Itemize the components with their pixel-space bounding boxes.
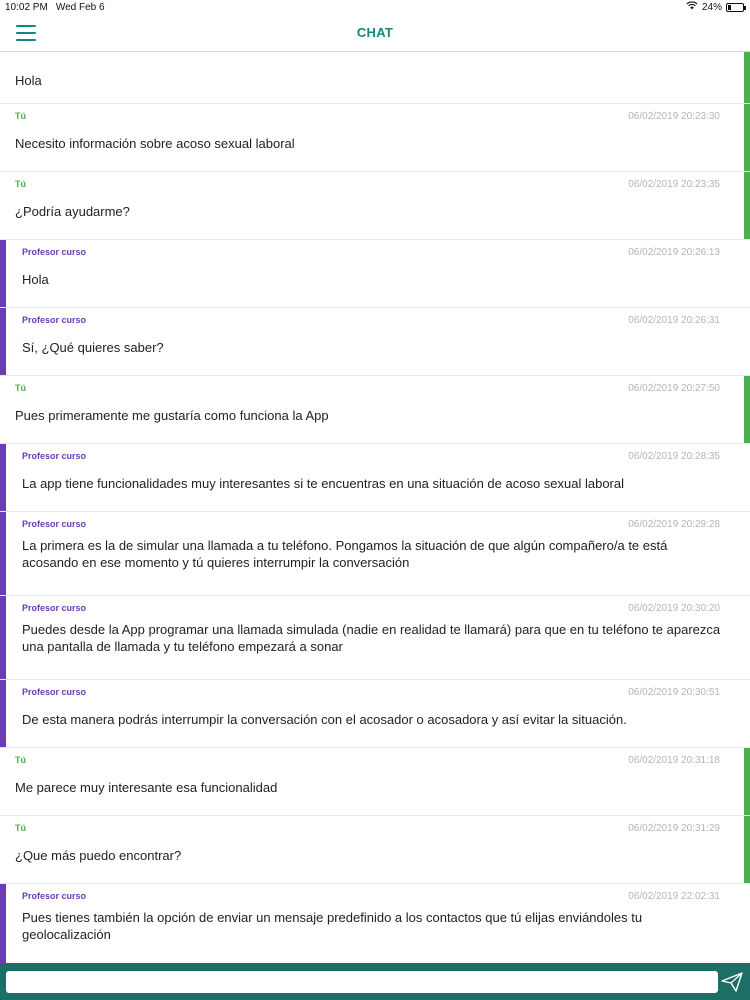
hamburger-menu-icon[interactable] — [16, 25, 36, 41]
chat-message — [0, 376, 750, 444]
chat-message — [0, 172, 750, 240]
chat-message — [0, 240, 750, 308]
message-sender: Profesor curso — [22, 603, 87, 613]
status-time: 10:02 PM — [5, 1, 48, 13]
message-timestamp: 06/02/2019 22:02:31 — [628, 890, 720, 902]
chat-message — [0, 308, 750, 376]
message-header — [0, 816, 750, 838]
message-text: De esta manera podrás interrumpir la conversación con el acosador o acosadora y así evitar la situación. — [22, 712, 627, 727]
message-input[interactable] — [6, 971, 718, 993]
message-text: La app tiene funcionalidades muy interesantes si te encuentras en una situación de acoso sexual laboral — [22, 476, 625, 491]
message-header — [0, 308, 750, 330]
message-sender: Tú — [15, 383, 26, 393]
chat-message — [0, 512, 750, 596]
message-timestamp: 06/02/2019 20:23:30 — [628, 110, 720, 122]
message-timestamp: 06/02/2019 20:23:35 — [628, 178, 720, 190]
message-header — [0, 680, 750, 702]
message-timestamp: 06/02/2019 20:29:28 — [628, 518, 720, 530]
message-sender: Profesor curso — [22, 315, 87, 325]
status-left — [5, 2, 105, 13]
message-header — [0, 172, 750, 194]
message-header — [0, 104, 750, 126]
chat-message — [0, 104, 750, 172]
message-sender: Tú — [15, 823, 26, 833]
message-text: Pues tienes también la opción de enviar un mensaje predefinido a los contactos que tú elijas enviándoles tu geolocalización — [22, 910, 643, 942]
send-paper-plane-icon[interactable] — [720, 970, 744, 994]
message-text: Necesito información sobre acoso sexual laboral — [15, 136, 295, 151]
message-header — [0, 376, 750, 398]
message-timestamp: 06/02/2019 20:30:20 — [628, 602, 720, 614]
message-header — [0, 512, 750, 534]
message-header — [0, 748, 750, 770]
battery-level-fill — [728, 5, 731, 10]
message-sender: Tú — [15, 179, 26, 189]
message-text: Hola — [15, 73, 42, 88]
menu-line — [16, 39, 36, 41]
message-text: Me parece muy interesante esa funcionalidad — [15, 780, 278, 795]
status-right — [686, 1, 744, 13]
status-date: Wed Feb 6 — [55, 1, 105, 13]
message-sender: Tú — [15, 111, 26, 121]
nav-bar — [0, 14, 750, 52]
chat-message — [0, 52, 750, 104]
menu-line — [16, 25, 36, 27]
message-sender: Profesor curso — [22, 247, 87, 257]
message-header — [0, 240, 750, 262]
message-timestamp: 06/02/2019 20:26:13 — [628, 246, 720, 258]
chat-message — [0, 816, 750, 884]
chat-message — [0, 596, 750, 680]
message-text: Sí, ¿Qué quieres saber? — [22, 340, 164, 355]
chat-message — [0, 444, 750, 512]
message-sender: Tú — [15, 755, 26, 765]
message-text: La primera es la de simular una llamada a tu teléfono. Pongamos la situación de que algún compañero/a te está acosando en ese momento y tú quieres interrumpir la conversación — [22, 538, 668, 570]
chat-message — [0, 884, 750, 963]
chat-message — [0, 680, 750, 748]
chat-message — [0, 748, 750, 816]
message-text: Puedes desde la App programar una llamada simulada (nadie en realidad te llamará) para que en tu teléfono te aparezca una pantalla de llamada y tu teléfono empezará a sonar — [22, 622, 721, 654]
message-text: Pues primeramente me gustaría como funciona la App — [15, 408, 329, 423]
battery-percent: 24% — [701, 1, 722, 13]
chat-message-list[interactable] — [0, 52, 750, 963]
message-sender: Profesor curso — [22, 891, 87, 901]
message-timestamp: 06/02/2019 20:30:51 — [628, 686, 720, 698]
message-sender: Profesor curso — [22, 519, 87, 529]
message-text: Hola — [22, 272, 49, 287]
battery-icon — [726, 3, 744, 12]
message-composer — [0, 963, 750, 1000]
message-timestamp: 06/02/2019 20:26:31 — [628, 314, 720, 326]
message-timestamp: 06/02/2019 20:31:18 — [628, 754, 720, 766]
status-bar — [0, 0, 750, 14]
message-text: ¿Que más puedo encontrar? — [15, 848, 182, 863]
message-text: ¿Podría ayudarme? — [15, 204, 130, 219]
menu-line — [16, 32, 36, 34]
message-timestamp: 06/02/2019 20:31:29 — [628, 822, 720, 834]
message-header — [0, 444, 750, 466]
message-sender: Profesor curso — [22, 451, 87, 461]
wifi-icon — [686, 1, 698, 13]
message-timestamp: 06/02/2019 20:28:35 — [628, 450, 720, 462]
message-header — [0, 596, 750, 618]
message-header — [0, 884, 750, 906]
message-sender: Profesor curso — [22, 687, 87, 697]
page-title: CHAT — [356, 25, 394, 40]
message-timestamp: 06/02/2019 20:27:50 — [628, 382, 720, 394]
